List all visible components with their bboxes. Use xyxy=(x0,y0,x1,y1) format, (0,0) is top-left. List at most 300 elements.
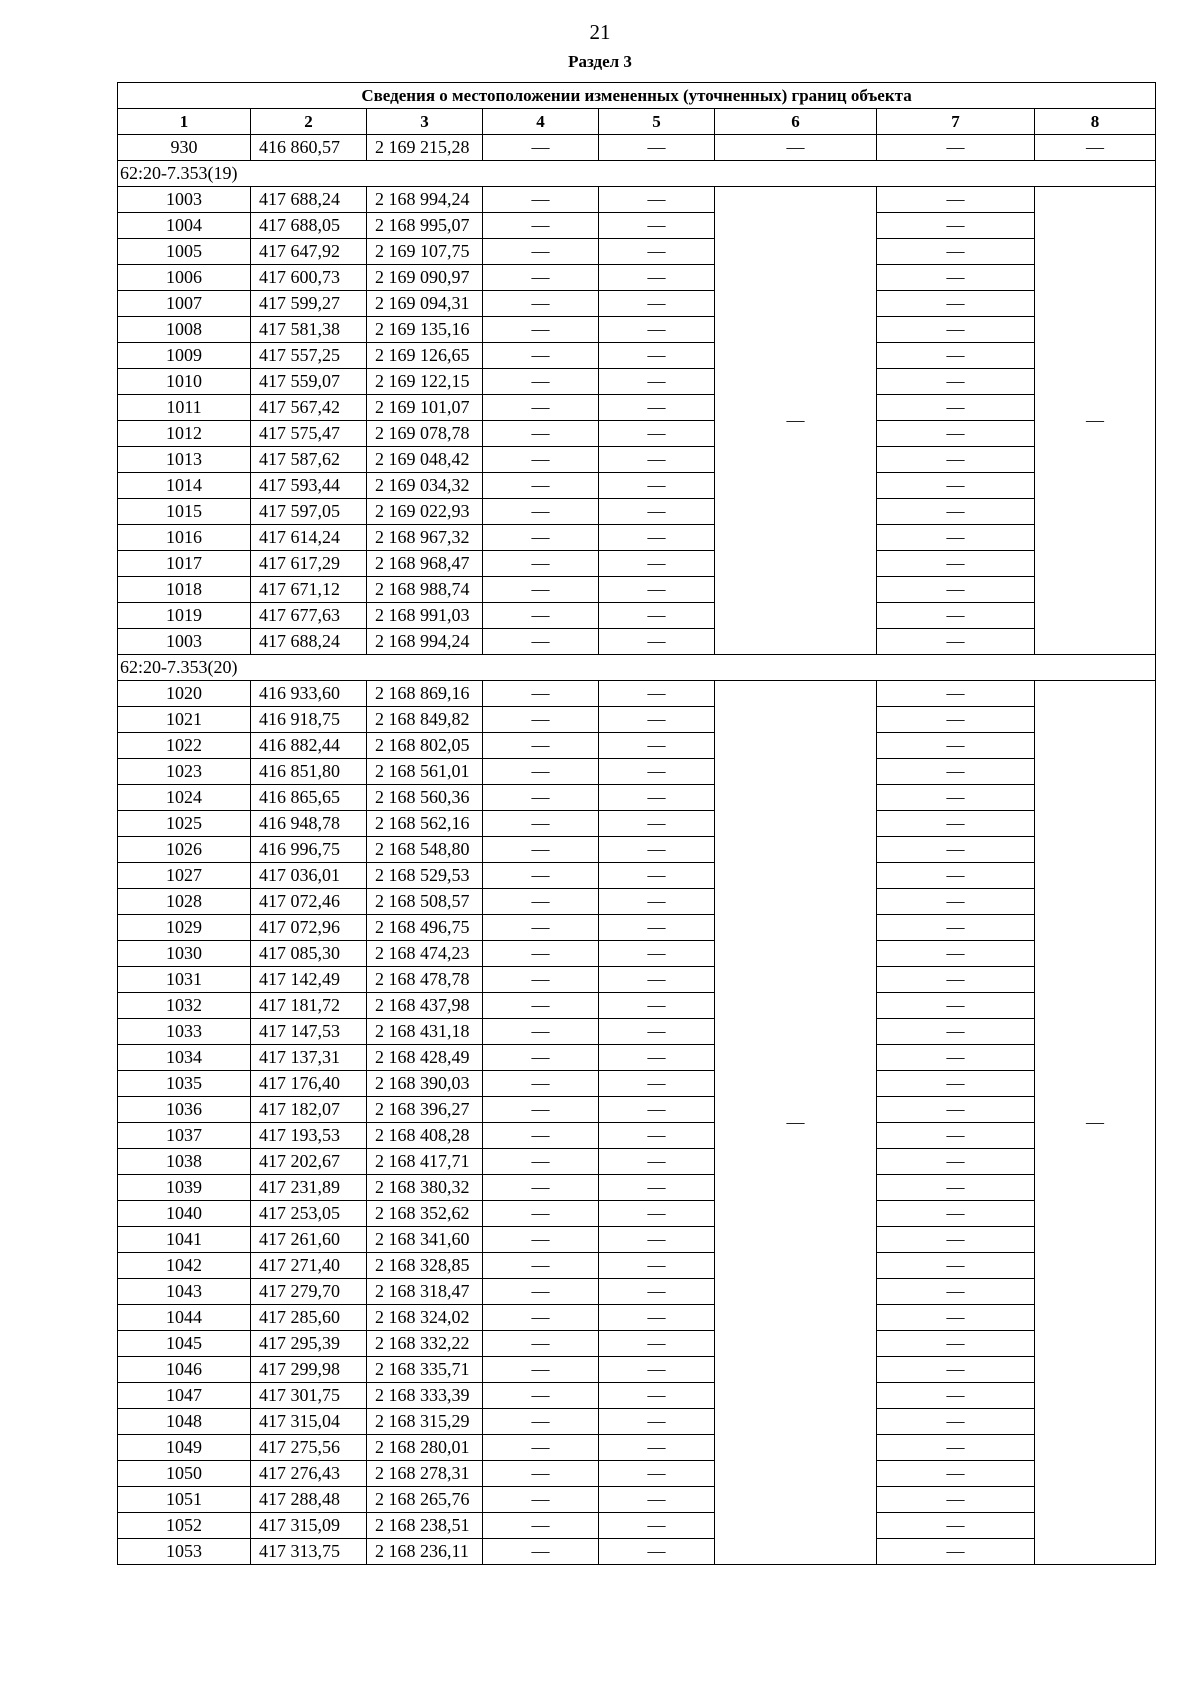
dash-cell: — xyxy=(877,811,1035,837)
point-number: 1047 xyxy=(118,1383,251,1409)
dash-cell: — xyxy=(877,915,1035,941)
dash-cell: — xyxy=(877,1357,1035,1383)
dash-cell: — xyxy=(877,551,1035,577)
coordinate-x: 417 036,01 xyxy=(251,863,367,889)
dash-cell: — xyxy=(599,1201,715,1227)
merged-dash-cell: — xyxy=(715,187,877,655)
dash-cell: — xyxy=(599,785,715,811)
dash-cell: — xyxy=(599,421,715,447)
dash-cell: — xyxy=(483,239,599,265)
dash-cell: — xyxy=(599,1253,715,1279)
dash-cell: — xyxy=(599,837,715,863)
coordinate-x: 417 597,05 xyxy=(251,499,367,525)
coordinate-x: 417 593,44 xyxy=(251,473,367,499)
column-number: 3 xyxy=(367,109,483,135)
dash-cell: — xyxy=(483,577,599,603)
dash-cell: — xyxy=(599,889,715,915)
dash-cell: — xyxy=(483,1149,599,1175)
table-title: Сведения о местоположении измененных (уточненных) границ объекта xyxy=(118,83,1156,109)
table-row xyxy=(118,473,1156,499)
coordinate-x: 417 072,96 xyxy=(251,915,367,941)
dash-cell: — xyxy=(599,967,715,993)
coordinate-x: 416 851,80 xyxy=(251,759,367,785)
dash-cell: — xyxy=(483,525,599,551)
point-number: 1017 xyxy=(118,551,251,577)
point-number: 1041 xyxy=(118,1227,251,1253)
table-row xyxy=(118,681,1156,707)
dash-cell: — xyxy=(877,759,1035,785)
coordinate-y: 2 168 562,16 xyxy=(367,811,483,837)
dash-cell: — xyxy=(483,785,599,811)
coordinate-x: 417 688,24 xyxy=(251,187,367,213)
dash-cell: — xyxy=(877,239,1035,265)
point-number: 1027 xyxy=(118,863,251,889)
coordinate-y: 2 168 995,07 xyxy=(367,213,483,239)
coordinate-y: 2 168 396,27 xyxy=(367,1097,483,1123)
dash-cell: — xyxy=(599,1279,715,1305)
point-number: 1046 xyxy=(118,1357,251,1383)
dash-cell: — xyxy=(599,1227,715,1253)
table-row xyxy=(118,1201,1156,1227)
coordinate-y: 2 168 529,53 xyxy=(367,863,483,889)
coordinate-y: 2 168 324,02 xyxy=(367,1305,483,1331)
point-number: 1004 xyxy=(118,213,251,239)
dash-cell: — xyxy=(877,499,1035,525)
table-row xyxy=(118,551,1156,577)
dash-cell: — xyxy=(877,889,1035,915)
coordinate-x: 417 587,62 xyxy=(251,447,367,473)
coordinate-y: 2 169 215,28 xyxy=(367,135,483,161)
dash-cell: — xyxy=(877,1019,1035,1045)
point-number: 1024 xyxy=(118,785,251,811)
point-number: 1020 xyxy=(118,681,251,707)
coordinate-y: 2 168 265,76 xyxy=(367,1487,483,1513)
table-row xyxy=(118,1461,1156,1487)
table-row xyxy=(118,707,1156,733)
point-number: 1003 xyxy=(118,629,251,655)
point-number: 1019 xyxy=(118,603,251,629)
dash-cell: — xyxy=(599,187,715,213)
dash-cell: — xyxy=(483,1253,599,1279)
point-number: 1007 xyxy=(118,291,251,317)
dash-cell: — xyxy=(877,525,1035,551)
dash-cell: — xyxy=(877,187,1035,213)
dash-cell: — xyxy=(877,343,1035,369)
dash-cell: — xyxy=(877,1539,1035,1565)
group-header-row xyxy=(118,655,1156,681)
coordinate-x: 417 688,24 xyxy=(251,629,367,655)
dash-cell: — xyxy=(877,1383,1035,1409)
coordinate-x: 417 647,92 xyxy=(251,239,367,265)
point-number: 1012 xyxy=(118,421,251,447)
point-number: 1015 xyxy=(118,499,251,525)
dash-cell: — xyxy=(483,395,599,421)
point-number: 1010 xyxy=(118,369,251,395)
coordinate-x: 417 315,09 xyxy=(251,1513,367,1539)
dash-cell: — xyxy=(483,733,599,759)
table-row xyxy=(118,213,1156,239)
dash-cell: — xyxy=(599,1045,715,1071)
coordinate-x: 417 072,46 xyxy=(251,889,367,915)
dash-cell: — xyxy=(877,1513,1035,1539)
coordinate-y: 2 168 474,23 xyxy=(367,941,483,967)
point-number: 1025 xyxy=(118,811,251,837)
dash-cell: — xyxy=(483,1279,599,1305)
dash-cell: — xyxy=(599,317,715,343)
coordinate-y: 2 169 094,31 xyxy=(367,291,483,317)
coordinate-x: 417 567,42 xyxy=(251,395,367,421)
dash-cell: — xyxy=(877,1175,1035,1201)
dash-cell: — xyxy=(599,603,715,629)
dash-cell: — xyxy=(599,915,715,941)
point-number: 1016 xyxy=(118,525,251,551)
coordinate-y: 2 169 022,93 xyxy=(367,499,483,525)
column-number: 5 xyxy=(599,109,715,135)
dash-cell: — xyxy=(599,1097,715,1123)
coordinate-x: 417 271,40 xyxy=(251,1253,367,1279)
table-row xyxy=(118,1383,1156,1409)
dash-cell: — xyxy=(483,1409,599,1435)
table-row xyxy=(118,993,1156,1019)
column-number: 1 xyxy=(118,109,251,135)
dash-cell: — xyxy=(599,629,715,655)
dash-cell: — xyxy=(599,863,715,889)
coordinate-y: 2 169 034,32 xyxy=(367,473,483,499)
dash-cell: — xyxy=(483,1227,599,1253)
coordinate-x: 417 193,53 xyxy=(251,1123,367,1149)
dash-cell: — xyxy=(877,1149,1035,1175)
coordinate-x: 417 231,89 xyxy=(251,1175,367,1201)
table-row xyxy=(118,1149,1156,1175)
point-number: 1023 xyxy=(118,759,251,785)
dash-cell: — xyxy=(599,1539,715,1565)
dash-cell: — xyxy=(599,1487,715,1513)
dash-cell: — xyxy=(877,1487,1035,1513)
coordinate-x: 417 202,67 xyxy=(251,1149,367,1175)
dash-cell: — xyxy=(599,135,715,161)
point-number: 1031 xyxy=(118,967,251,993)
dash-cell: — xyxy=(483,1513,599,1539)
point-number: 1048 xyxy=(118,1409,251,1435)
dash-cell: — xyxy=(877,213,1035,239)
coordinate-y: 2 168 437,98 xyxy=(367,993,483,1019)
coordinate-y: 2 168 333,39 xyxy=(367,1383,483,1409)
table-row xyxy=(118,525,1156,551)
dash-cell: — xyxy=(483,343,599,369)
coordinate-y: 2 168 278,31 xyxy=(367,1461,483,1487)
coordinate-y: 2 168 318,47 xyxy=(367,1279,483,1305)
section-title: Раздел 3 xyxy=(568,52,632,71)
dash-cell: — xyxy=(599,1461,715,1487)
table-row xyxy=(118,1071,1156,1097)
coordinate-y: 2 168 335,71 xyxy=(367,1357,483,1383)
coordinate-x: 417 275,56 xyxy=(251,1435,367,1461)
dash-cell: — xyxy=(483,1201,599,1227)
point-number: 1051 xyxy=(118,1487,251,1513)
coordinate-x: 417 176,40 xyxy=(251,1071,367,1097)
table-row xyxy=(118,629,1156,655)
dash-cell: — xyxy=(483,811,599,837)
dash-cell: — xyxy=(599,993,715,1019)
dash-cell: — xyxy=(483,421,599,447)
coordinate-x: 417 677,63 xyxy=(251,603,367,629)
dash-cell: — xyxy=(877,993,1035,1019)
table-row xyxy=(118,577,1156,603)
dash-cell: — xyxy=(483,603,599,629)
table-row xyxy=(118,1019,1156,1045)
table-row xyxy=(118,915,1156,941)
point-number: 1036 xyxy=(118,1097,251,1123)
point-number: 1049 xyxy=(118,1435,251,1461)
coordinate-y: 2 168 869,16 xyxy=(367,681,483,707)
coordinate-y: 2 168 332,22 xyxy=(367,1331,483,1357)
dash-cell: — xyxy=(877,369,1035,395)
dash-cell: — xyxy=(483,1305,599,1331)
table-row xyxy=(118,1227,1156,1253)
table-row xyxy=(118,941,1156,967)
dash-cell: — xyxy=(599,577,715,603)
coordinate-y: 2 169 101,07 xyxy=(367,395,483,421)
point-number: 1045 xyxy=(118,1331,251,1357)
table-row xyxy=(118,785,1156,811)
dash-cell: — xyxy=(877,1045,1035,1071)
dash-cell: — xyxy=(877,1435,1035,1461)
table-row xyxy=(118,863,1156,889)
coordinate-y: 2 168 849,82 xyxy=(367,707,483,733)
dash-cell: — xyxy=(483,473,599,499)
table-row xyxy=(118,265,1156,291)
dash-cell: — xyxy=(877,1253,1035,1279)
coordinate-y: 2 168 496,75 xyxy=(367,915,483,941)
dash-cell: — xyxy=(877,603,1035,629)
point-number: 1040 xyxy=(118,1201,251,1227)
table-row xyxy=(118,1331,1156,1357)
coordinate-x: 416 918,75 xyxy=(251,707,367,733)
coordinate-y: 2 168 380,32 xyxy=(367,1175,483,1201)
coordinate-x: 417 261,60 xyxy=(251,1227,367,1253)
dash-cell: — xyxy=(599,291,715,317)
point-number: 1003 xyxy=(118,187,251,213)
table-row xyxy=(118,1175,1156,1201)
coordinate-y: 2 168 994,24 xyxy=(367,187,483,213)
dash-cell: — xyxy=(599,1175,715,1201)
point-number: 1052 xyxy=(118,1513,251,1539)
dash-cell: — xyxy=(877,681,1035,707)
coordinate-x: 417 557,25 xyxy=(251,343,367,369)
dash-cell: — xyxy=(483,135,599,161)
dash-cell: — xyxy=(483,1435,599,1461)
coordinate-y: 2 168 236,11 xyxy=(367,1539,483,1565)
dash-cell: — xyxy=(483,1487,599,1513)
coordinate-x: 417 600,73 xyxy=(251,265,367,291)
dash-cell: — xyxy=(877,447,1035,473)
dash-cell: — xyxy=(877,967,1035,993)
dash-cell: — xyxy=(483,265,599,291)
dash-cell: — xyxy=(483,187,599,213)
dash-cell: — xyxy=(599,447,715,473)
coordinate-x: 417 276,43 xyxy=(251,1461,367,1487)
dash-cell: — xyxy=(877,863,1035,889)
dash-cell: — xyxy=(599,499,715,525)
page-number: 21 xyxy=(589,20,611,44)
point-number: 1042 xyxy=(118,1253,251,1279)
table-row xyxy=(118,1357,1156,1383)
point-number: 1029 xyxy=(118,915,251,941)
point-number: 1014 xyxy=(118,473,251,499)
coordinate-x: 417 142,49 xyxy=(251,967,367,993)
table-title-row xyxy=(118,83,1156,109)
table-row xyxy=(118,369,1156,395)
table-row xyxy=(118,317,1156,343)
dash-cell: — xyxy=(877,291,1035,317)
group-header-row xyxy=(118,161,1156,187)
coordinate-x: 417 299,98 xyxy=(251,1357,367,1383)
table-row xyxy=(118,1305,1156,1331)
table-row xyxy=(118,395,1156,421)
dash-cell: — xyxy=(599,1123,715,1149)
table-row xyxy=(118,291,1156,317)
coordinate-x: 417 671,12 xyxy=(251,577,367,603)
coordinate-y: 2 168 341,60 xyxy=(367,1227,483,1253)
group-label: 62:20-7.353(20) xyxy=(118,655,1156,681)
dash-cell: — xyxy=(483,213,599,239)
dash-cell: — xyxy=(483,863,599,889)
coordinate-x: 417 288,48 xyxy=(251,1487,367,1513)
coordinate-x: 417 253,05 xyxy=(251,1201,367,1227)
group-label: 62:20-7.353(19) xyxy=(118,161,1156,187)
dash-cell: — xyxy=(483,1331,599,1357)
point-number: 1026 xyxy=(118,837,251,863)
table-row xyxy=(118,187,1156,213)
dash-cell: — xyxy=(483,629,599,655)
dash-cell: — xyxy=(483,759,599,785)
dash-cell: — xyxy=(599,369,715,395)
point-number: 1044 xyxy=(118,1305,251,1331)
dash-cell: — xyxy=(599,759,715,785)
dash-cell: — xyxy=(483,915,599,941)
point-number: 1039 xyxy=(118,1175,251,1201)
dash-cell: — xyxy=(483,1175,599,1201)
dash-cell: — xyxy=(483,681,599,707)
dash-cell: — xyxy=(877,629,1035,655)
table-row xyxy=(118,1253,1156,1279)
dash-cell: — xyxy=(599,395,715,421)
coordinate-x: 416 860,57 xyxy=(251,135,367,161)
table-row xyxy=(118,811,1156,837)
dash-cell: — xyxy=(877,577,1035,603)
table-row xyxy=(118,447,1156,473)
point-number: 1033 xyxy=(118,1019,251,1045)
dash-cell: — xyxy=(877,1305,1035,1331)
dash-cell: — xyxy=(599,239,715,265)
point-number: 1034 xyxy=(118,1045,251,1071)
coordinate-y: 2 168 315,29 xyxy=(367,1409,483,1435)
table-row xyxy=(118,499,1156,525)
point-number: 1038 xyxy=(118,1149,251,1175)
coordinate-y: 2 168 988,74 xyxy=(367,577,483,603)
point-number: 1006 xyxy=(118,265,251,291)
dash-cell: — xyxy=(877,733,1035,759)
dash-cell: — xyxy=(599,525,715,551)
coordinate-x: 417 279,70 xyxy=(251,1279,367,1305)
coordinate-y: 2 169 135,16 xyxy=(367,317,483,343)
point-number: 930 xyxy=(118,135,251,161)
column-number: 4 xyxy=(483,109,599,135)
coordinate-y: 2 168 561,01 xyxy=(367,759,483,785)
dash-cell: — xyxy=(877,1071,1035,1097)
point-number: 1022 xyxy=(118,733,251,759)
table-row xyxy=(118,421,1156,447)
dash-cell: — xyxy=(599,1149,715,1175)
point-number: 1008 xyxy=(118,317,251,343)
dash-cell: — xyxy=(599,681,715,707)
table-row xyxy=(118,1513,1156,1539)
table-row xyxy=(118,1279,1156,1305)
point-number: 1009 xyxy=(118,343,251,369)
dash-cell: — xyxy=(599,1305,715,1331)
coordinate-x: 417 147,53 xyxy=(251,1019,367,1045)
column-number: 8 xyxy=(1035,109,1156,135)
dash-cell: — xyxy=(483,291,599,317)
table-row xyxy=(118,733,1156,759)
dash-cell: — xyxy=(483,941,599,967)
point-number: 1005 xyxy=(118,239,251,265)
coordinate-y: 2 168 478,78 xyxy=(367,967,483,993)
table-row xyxy=(118,837,1156,863)
table-row xyxy=(118,1409,1156,1435)
coordinate-y: 2 168 994,24 xyxy=(367,629,483,655)
dash-cell: — xyxy=(483,551,599,577)
coordinate-y: 2 169 126,65 xyxy=(367,343,483,369)
coordinate-y: 2 168 417,71 xyxy=(367,1149,483,1175)
coordinate-x: 417 315,04 xyxy=(251,1409,367,1435)
column-number: 2 xyxy=(251,109,367,135)
coordinate-y: 2 169 090,97 xyxy=(367,265,483,291)
dash-cell: — xyxy=(715,135,877,161)
coordinate-y: 2 168 431,18 xyxy=(367,1019,483,1045)
boundary-coordinates-table xyxy=(117,82,1156,1565)
dash-cell: — xyxy=(483,1097,599,1123)
table-row xyxy=(118,889,1156,915)
dash-cell: — xyxy=(877,1461,1035,1487)
dash-cell: — xyxy=(483,1123,599,1149)
table-row xyxy=(118,967,1156,993)
dash-cell: — xyxy=(877,1097,1035,1123)
coordinate-y: 2 169 078,78 xyxy=(367,421,483,447)
dash-cell: — xyxy=(877,421,1035,447)
coordinate-y: 2 168 428,49 xyxy=(367,1045,483,1071)
dash-cell: — xyxy=(599,1409,715,1435)
dash-cell: — xyxy=(877,473,1035,499)
dash-cell: — xyxy=(877,395,1035,421)
coordinate-y: 2 168 548,80 xyxy=(367,837,483,863)
dash-cell: — xyxy=(483,499,599,525)
table-row xyxy=(118,1123,1156,1149)
dash-cell: — xyxy=(599,811,715,837)
coordinate-x: 417 285,60 xyxy=(251,1305,367,1331)
dash-cell: — xyxy=(877,317,1035,343)
dash-cell: — xyxy=(483,837,599,863)
dash-cell: — xyxy=(877,1331,1035,1357)
table-row xyxy=(118,1045,1156,1071)
table-row xyxy=(118,1487,1156,1513)
dash-cell: — xyxy=(877,1409,1035,1435)
dash-cell: — xyxy=(483,707,599,733)
coordinate-y: 2 168 967,32 xyxy=(367,525,483,551)
coordinate-y: 2 168 802,05 xyxy=(367,733,483,759)
coordinate-x: 416 996,75 xyxy=(251,837,367,863)
point-number: 1021 xyxy=(118,707,251,733)
